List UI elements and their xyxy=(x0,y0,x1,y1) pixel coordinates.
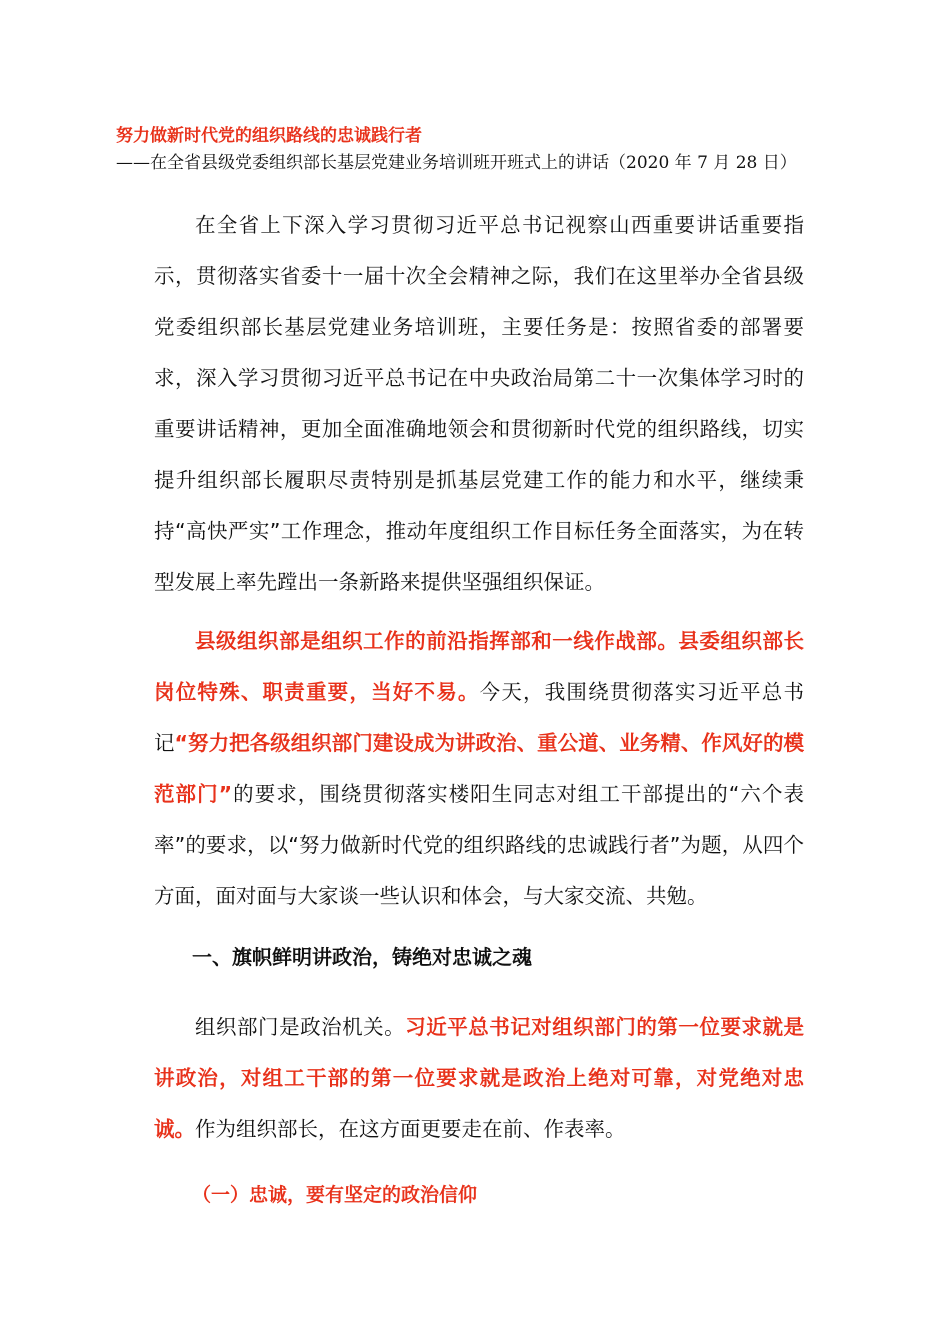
body-text: 的要求，围绕贯彻落实楼阳生同志对组工干部提出的“六个表率”的要求，以“努力做新时代党的组织路线的忠诚践行者”为题，从四个方面，面对面与大家谈一些认识和体会，与大家交流、共勉。 xyxy=(154,782,804,908)
highlight-text: 县级组织部是组织工作的前沿指挥部和一线作战部。县委组织部长岗位特殊、职责重要，当好不易。 xyxy=(154,629,804,704)
document-title: 努力做新时代党的组织路线的忠诚践行者 xyxy=(116,126,422,146)
intro-paragraph: 在全省上下深入学习贯彻习近平总书记视察山西重要讲话重要指示，贯彻落实省委十一届十次全会精神之际，我们在这里举办全省县级党委组织部长基层党建业务培训班，主要任务是：按照省委的部署要求，深入学习贯彻习近平总书记在中央政治局第二十一次集体学习时的重要讲话精神，更加全面准确地领会和贯彻新时代党的组织路线，切实提升组织部长履职尽责特别是抓基层党建工作的能力和水平，继续秉持“高快严实”工作理念，推动年度组织工作目标任务全面落实，为在转型发展上率先蹚出一条新路来提供坚强组织保证。 xyxy=(154,213,804,594)
body-text: 作为组织部长，在这方面更要走在前、作表率。 xyxy=(195,1117,626,1141)
politics-paragraph xyxy=(154,1002,804,1155)
document-subtitle: ——在全省县级党委组织部长基层党建业务培训班开班式上的讲话（2020 年 7 月 28 日） xyxy=(116,153,797,173)
highlight-text: 习近平总书记对组织部门的第一位要求就是讲政治，对组工干部的第一位要求就是政治上绝对可靠，对党绝对忠诚。 xyxy=(154,1015,805,1141)
subsection-heading: （一）忠诚，要有坚定的政治信仰 xyxy=(192,1184,478,1206)
body-text: 组织部门是政治机关。 xyxy=(195,1015,406,1039)
section-heading: 一、旗帜鲜明讲政治，铸绝对忠诚之魂 xyxy=(192,945,532,969)
purpose-paragraph xyxy=(154,616,804,922)
body-text: 今天，我围绕贯彻落实习近平总书记 xyxy=(154,680,805,755)
highlight-quote: “努力把各级组织部门建设成为讲政治、重公道、业务精、作风好的模范部门” xyxy=(154,731,805,806)
